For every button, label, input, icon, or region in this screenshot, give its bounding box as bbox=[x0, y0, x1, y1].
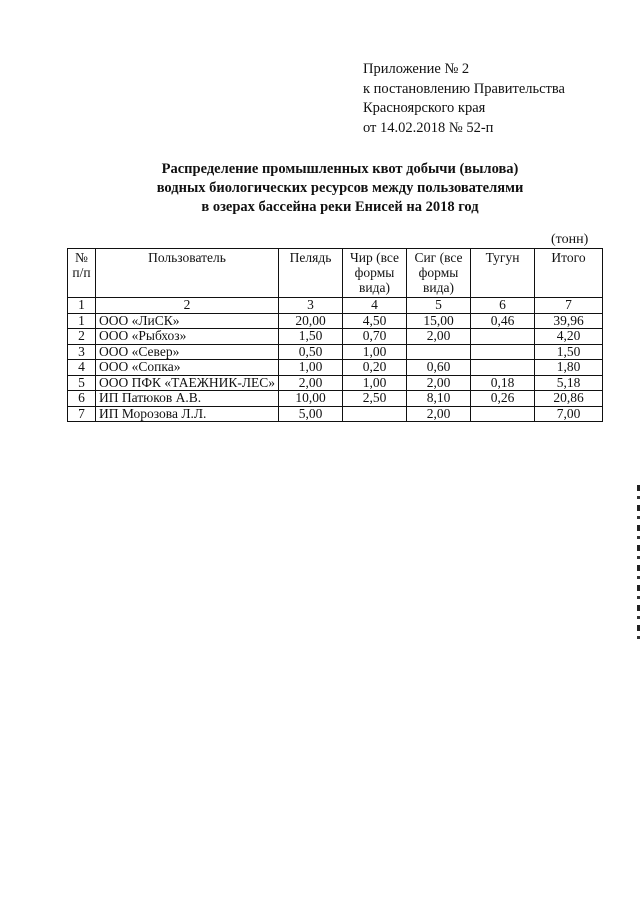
chir-cell bbox=[343, 406, 407, 422]
total-cell: 1,50 bbox=[535, 344, 603, 360]
column-number-cell: 2 bbox=[96, 298, 279, 314]
column-number-cell: 7 bbox=[535, 298, 603, 314]
column-number-cell: 4 bbox=[343, 298, 407, 314]
tugun-cell: 0,18 bbox=[471, 375, 535, 391]
sig-cell: 2,00 bbox=[407, 329, 471, 345]
appendix-line: Приложение № 2 bbox=[363, 61, 470, 77]
quota-table bbox=[67, 248, 603, 422]
header-cell-total: Итого bbox=[535, 249, 603, 298]
pelyad-cell: 2,00 bbox=[279, 375, 343, 391]
row-number-cell: 5 bbox=[68, 375, 96, 391]
table-row bbox=[68, 375, 603, 391]
total-cell: 39,96 bbox=[535, 313, 603, 329]
header-cell-number: № п/п bbox=[68, 249, 96, 298]
pelyad-cell: 20,00 bbox=[279, 313, 343, 329]
appendix-block bbox=[363, 60, 565, 138]
title-line: водных биологических ресурсов между пользователями bbox=[156, 180, 524, 196]
sig-cell: 2,00 bbox=[407, 406, 471, 422]
table-row bbox=[68, 313, 603, 329]
chir-cell: 2,50 bbox=[343, 391, 407, 407]
chir-cell: 4,50 bbox=[343, 313, 407, 329]
tugun-cell: 0,46 bbox=[471, 313, 535, 329]
table-row bbox=[68, 360, 603, 376]
document-title bbox=[60, 160, 620, 217]
chir-cell: 1,00 bbox=[343, 375, 407, 391]
appendix-line: Красноярского края bbox=[363, 100, 486, 116]
pelyad-cell: 1,00 bbox=[279, 360, 343, 376]
user-cell: ООО «Сопка» bbox=[96, 360, 279, 376]
column-number-cell: 6 bbox=[471, 298, 535, 314]
row-number-cell: 2 bbox=[68, 329, 96, 345]
row-number-cell: 4 bbox=[68, 360, 96, 376]
chir-cell: 0,70 bbox=[343, 329, 407, 345]
sig-cell: 2,00 bbox=[407, 375, 471, 391]
user-cell: ООО «Север» bbox=[96, 344, 279, 360]
tugun-cell bbox=[471, 360, 535, 376]
chir-cell: 1,00 bbox=[343, 344, 407, 360]
header-cell-tugun: Тугун bbox=[471, 249, 535, 298]
table-header-row bbox=[68, 249, 603, 298]
total-cell: 20,86 bbox=[535, 391, 603, 407]
column-number-cell: 5 bbox=[407, 298, 471, 314]
pelyad-cell: 10,00 bbox=[279, 391, 343, 407]
title-line: Распределение промышленных квот добычи (вылова) bbox=[161, 161, 519, 177]
row-number-cell: 1 bbox=[68, 313, 96, 329]
table-row bbox=[68, 406, 603, 422]
sig-cell bbox=[407, 344, 471, 360]
total-cell: 5,18 bbox=[535, 375, 603, 391]
sig-cell: 0,60 bbox=[407, 360, 471, 376]
header-cell-sig: Сиг (все формы вида) bbox=[407, 249, 471, 298]
sig-cell: 8,10 bbox=[407, 391, 471, 407]
total-cell: 1,80 bbox=[535, 360, 603, 376]
table-row bbox=[68, 344, 603, 360]
sig-cell: 15,00 bbox=[407, 313, 471, 329]
row-number-cell: 6 bbox=[68, 391, 96, 407]
appendix-line: от 14.02.2018 № 52-п bbox=[363, 119, 494, 136]
header-cell-pelyad: Пелядь bbox=[279, 249, 343, 298]
table-row bbox=[68, 391, 603, 407]
user-cell: ИП Морозова Л.Л. bbox=[96, 406, 279, 422]
header-cell-user: Пользователь bbox=[96, 249, 279, 298]
pelyad-cell: 0,50 bbox=[279, 344, 343, 360]
user-cell: ООО ПФК «ТАЕЖНИК-ЛЕС» bbox=[96, 375, 279, 391]
units-label: (тонн) bbox=[551, 232, 589, 247]
user-cell: ООО «ЛиСК» bbox=[96, 313, 279, 329]
row-number-cell: 7 bbox=[68, 406, 96, 422]
column-number-cell: 1 bbox=[68, 298, 96, 314]
title-line: в озерах бассейна реки Енисей на 2018 год bbox=[201, 199, 479, 215]
row-number-cell: 3 bbox=[68, 344, 96, 360]
chir-cell: 0,20 bbox=[343, 360, 407, 376]
pelyad-cell: 1,50 bbox=[279, 329, 343, 345]
total-cell: 4,20 bbox=[535, 329, 603, 345]
table-row bbox=[68, 329, 603, 345]
header-cell-chir: Чир (все формы вида) bbox=[343, 249, 407, 298]
total-cell: 7,00 bbox=[535, 406, 603, 422]
column-number-row bbox=[68, 298, 603, 314]
tugun-cell bbox=[471, 329, 535, 345]
column-number-cell: 3 bbox=[279, 298, 343, 314]
tugun-cell: 0,26 bbox=[471, 391, 535, 407]
appendix-line: к постановлению Правительства bbox=[363, 80, 565, 97]
pelyad-cell: 5,00 bbox=[279, 406, 343, 422]
tugun-cell bbox=[471, 344, 535, 360]
user-cell: ИП Патюков А.В. bbox=[96, 391, 279, 407]
user-cell: ООО «Рыбхоз» bbox=[96, 329, 279, 345]
tugun-cell bbox=[471, 406, 535, 422]
